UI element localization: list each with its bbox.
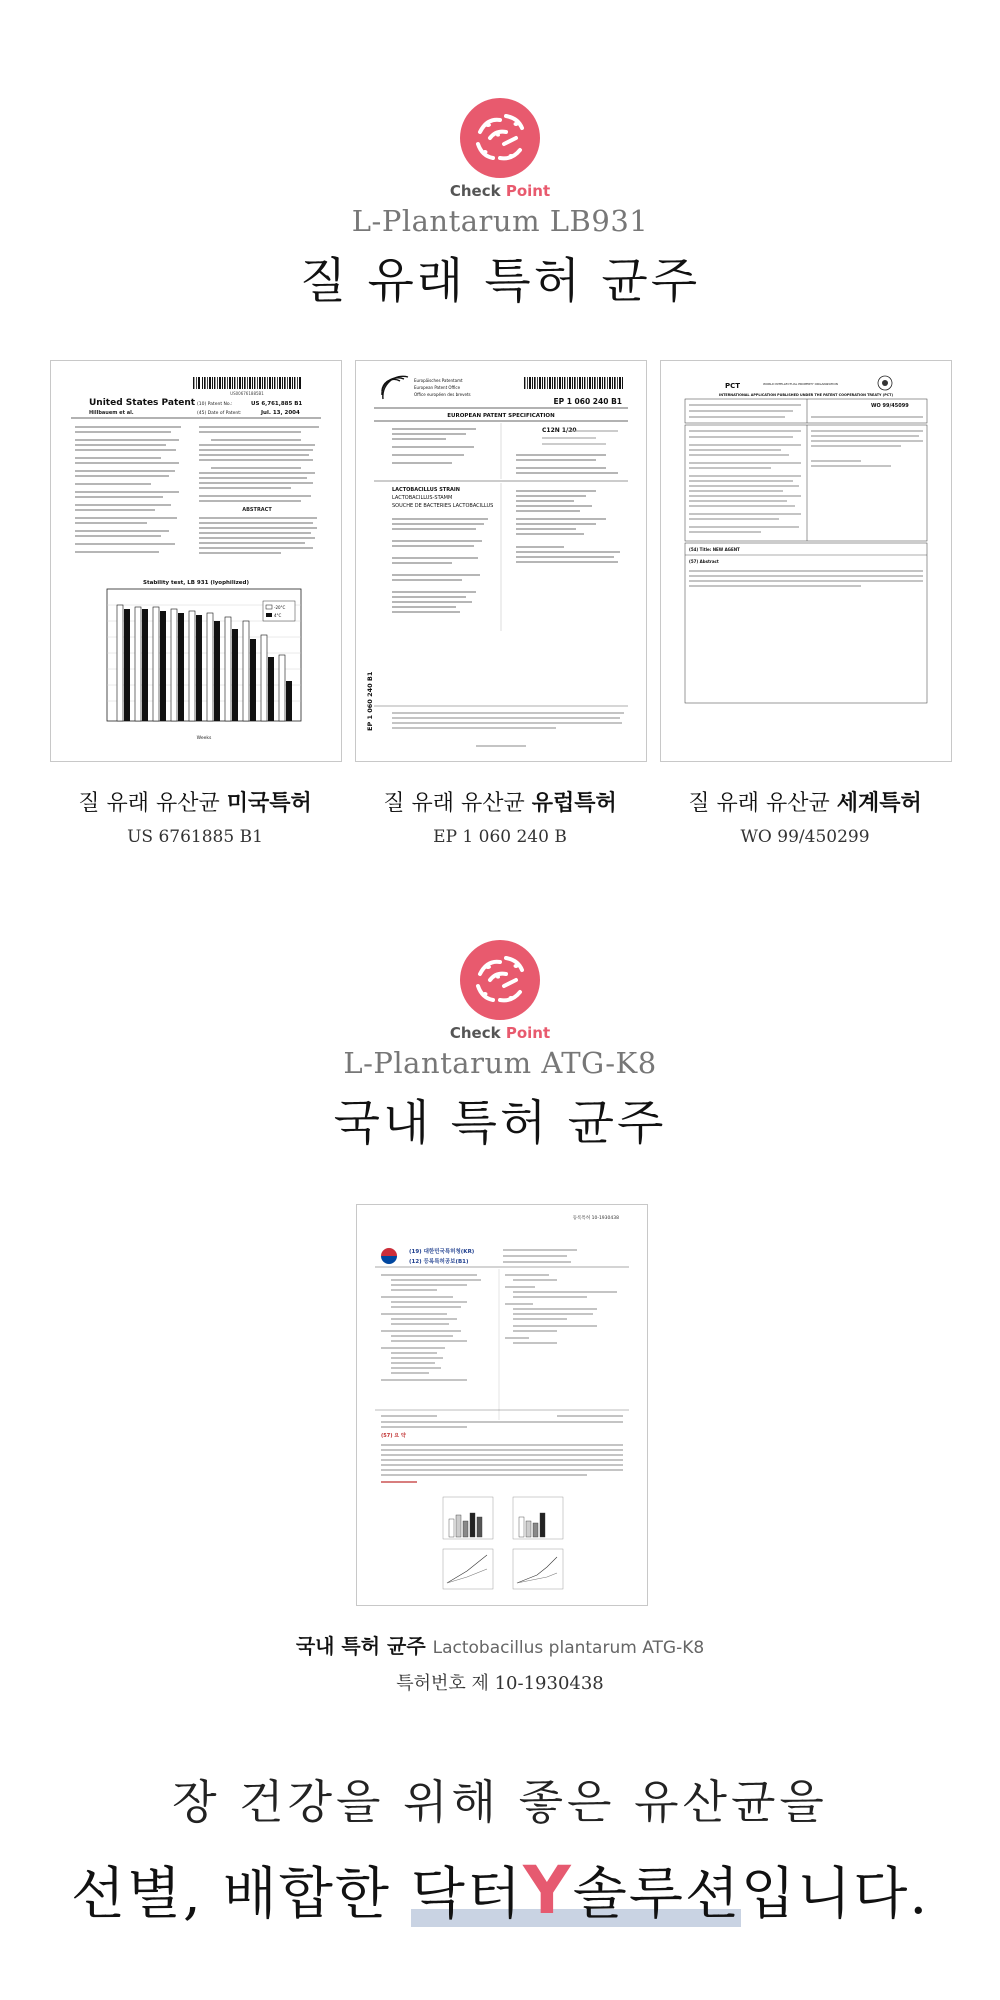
wo-patent-title: 질 유래 유산균 세계특허 — [688, 791, 922, 816]
figure-bar — [135, 607, 141, 721]
svg-text:(54) Title: NEW AGENT: (54) Title: NEW AGENT — [689, 547, 740, 552]
closing-line-1: 장 건강을 위해 좋은 유산균을 — [172, 1775, 828, 1829]
ep-patent-title: 질 유래 유산균 유럽특허 — [383, 791, 617, 816]
us-patent-caption — [45, 786, 345, 847]
svg-text:(45) Date of Patent:: (45) Date of Patent: — [197, 411, 242, 416]
figure-bar — [225, 617, 231, 721]
svg-text:LACTOBACILLUS-STAMM: LACTOBACILLUS-STAMM — [392, 495, 453, 501]
svg-text:C12N 1/20: C12N 1/20 — [542, 427, 577, 434]
figure-bar — [178, 613, 184, 721]
wo-patent-number: WO 99/450299 — [740, 827, 870, 847]
kr-patent-title: 국내 특허 균주 — [295, 1634, 433, 1658]
svg-text:SOUCHE DE BACTERIES LACTOBACIL: SOUCHE DE BACTERIES LACTOBACILLUS — [392, 503, 494, 509]
svg-text:Stability test, LB 931 (lyophi: Stability test, LB 931 (lyophilized) — [143, 580, 249, 586]
figure-bar — [153, 607, 159, 721]
svg-text:Office européen des brevets: Office européen des brevets — [414, 392, 471, 397]
svg-text:ABSTRACT: ABSTRACT — [242, 507, 272, 513]
figure-bar — [214, 621, 220, 721]
svg-text:WO 99/45099: WO 99/45099 — [871, 403, 909, 409]
svg-text:EUROPEAN PATENT SPECIFICATION: EUROPEAN PATENT SPECIFICATION — [447, 413, 555, 419]
svg-text:INTERNATIONAL APPLICATION PUBL: INTERNATIONAL APPLICATION PUBLISHED UNDER THE PATENT COOPERATION TREATY (PCT) — [718, 393, 894, 397]
figure-bar — [117, 605, 123, 721]
figure-bar — [261, 635, 267, 721]
probiotic-cells-icon — [460, 98, 540, 178]
svg-text:European Patent Office: European Patent Office — [414, 385, 461, 390]
svg-text:Weeks: Weeks — [196, 736, 212, 741]
svg-text:4°C: 4°C — [274, 613, 282, 618]
checkpoint-label: Check Point — [449, 1024, 551, 1042]
svg-text:Europäisches Patentamt: Europäisches Patentamt — [414, 378, 463, 383]
figure-bar — [279, 655, 285, 721]
svg-text:US 6,761,885 B1: US 6,761,885 B1 — [251, 401, 303, 407]
closing-line-2: 선별, 배합한 닥터Y솔루션입니다. — [70, 1852, 930, 1929]
figure-bar — [160, 611, 166, 721]
section-atgk8-header — [0, 940, 1000, 1153]
svg-text:EP 1 060 240 B1: EP 1 060 240 B1 — [366, 671, 374, 731]
svg-text:LACTOBACILLUS STRAIN: LACTOBACILLUS STRAIN — [392, 487, 460, 493]
svg-text:(10) Patent No.:: (10) Patent No.: — [197, 402, 233, 407]
ep-patent-caption — [350, 786, 650, 847]
checkpoint-label: Check Point — [449, 182, 551, 200]
us-patent-document — [50, 360, 342, 762]
svg-text:(12) 등록특허공보(B1): (12) 등록특허공보(B1) — [409, 1259, 469, 1265]
kr-patent-caption — [0, 1630, 1000, 1695]
svg-text:PCT: PCT — [725, 382, 741, 390]
figure-bar — [286, 681, 292, 721]
strain-name: L-Plantarum ATG-K8 — [343, 1046, 657, 1080]
figure-bar — [250, 639, 256, 721]
svg-text:등록특허 10-1930438: 등록특허 10-1930438 — [572, 1216, 619, 1221]
figure-bar — [196, 615, 202, 721]
svg-text:Jul. 13, 2004: Jul. 13, 2004 — [261, 410, 300, 416]
svg-text:United States Patent: United States Patent — [89, 398, 196, 408]
kr-patent-number: 특허번호 제 10-1930438 — [396, 1673, 604, 1694]
us-patent-title: 질 유래 유산균 미국특허 — [78, 791, 312, 816]
us-patent-number: US 6761885 B1 — [127, 827, 263, 847]
svg-text:WORLD INTELLECTUAL PROPERTY OR: WORLD INTELLECTUAL PROPERTY ORGANIZATION — [763, 382, 838, 386]
closing-message — [0, 1766, 1000, 1930]
figure-bar — [189, 611, 195, 721]
wo-patent-caption — [655, 786, 955, 847]
figure-bar — [171, 609, 177, 721]
figure-bar — [207, 613, 213, 721]
svg-text:EP 1 060 240 B1: EP 1 060 240 B1 — [553, 397, 622, 406]
ep-patent-number: EP 1 060 240 B — [433, 827, 567, 847]
figure-bar — [243, 621, 249, 721]
probiotic-cells-icon — [460, 940, 540, 1020]
brand-name: 닥터Y솔루션 — [410, 1852, 742, 1929]
kr-patent-document — [356, 1204, 648, 1606]
section-headline: 국내 특허 균주 — [333, 1095, 667, 1151]
strain-name: L-Plantarum LB931 — [351, 204, 649, 238]
figure-bar — [268, 657, 274, 721]
ep-patent-document — [355, 360, 647, 762]
section-lb931-header — [0, 98, 1000, 311]
figure-bar — [142, 609, 148, 721]
svg-text:(19) 대한민국특허청(KR): (19) 대한민국특허청(KR) — [409, 1249, 475, 1255]
svg-text:Hillbauem et al.: Hillbauem et al. — [89, 410, 134, 416]
kr-patent-strain: Lactobacillus plantarum ATG-K8 — [432, 1638, 705, 1658]
svg-text:(57) 요 약: (57) 요 약 — [381, 1433, 406, 1439]
wo-patent-document — [660, 360, 952, 762]
svg-text:-20°C: -20°C — [274, 605, 286, 610]
svg-text:(57) Abstract: (57) Abstract — [689, 559, 719, 564]
section-headline: 질 유래 특허 균주 — [299, 253, 701, 309]
figure-bar — [124, 609, 130, 721]
figure-bar — [232, 629, 238, 721]
svg-text:US006761885B1: US006761885B1 — [230, 391, 264, 396]
